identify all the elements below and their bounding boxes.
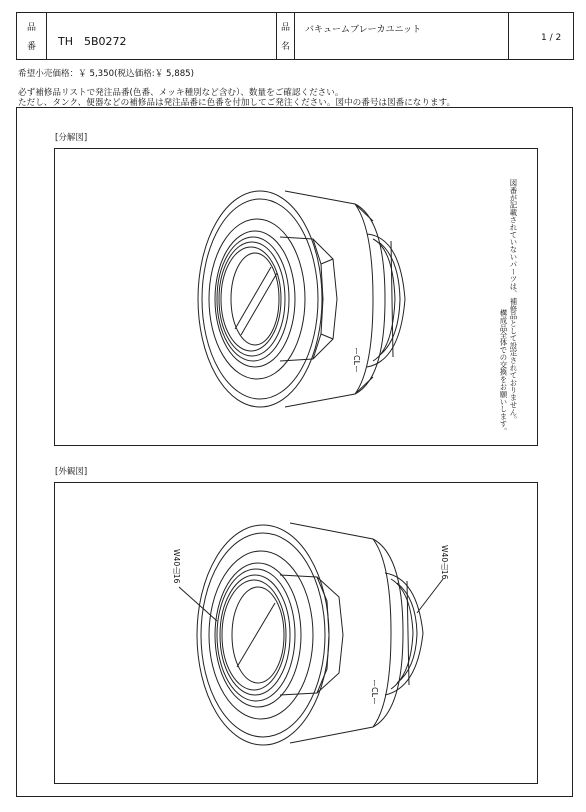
exploded-view-box: [54, 148, 538, 446]
page-number: 1 / 2: [541, 33, 562, 43]
external-view-box: [54, 482, 538, 784]
price-line: 希望小売価格：￥ 5,350(税込価格:￥ 5,885): [18, 69, 194, 79]
hinmei-label-cell: [277, 13, 295, 59]
external-fitting-drawing: [55, 483, 537, 783]
part-name: バキュームブレーカユニット: [305, 25, 422, 35]
thread-label-right: W40山16: [440, 545, 449, 580]
hinban-label-cell: [17, 13, 47, 59]
hinban-label-2: 番: [26, 42, 36, 52]
hinmei-label-2: 名: [280, 42, 290, 52]
part-name-cell: [295, 13, 509, 59]
exploded-part-mark: ーCLー: [352, 347, 361, 374]
exploded-caption: [分解図]: [55, 133, 88, 143]
hinmei-label-1: 品: [280, 23, 290, 33]
exploded-fitting-drawing: [55, 149, 537, 445]
external-part-mark: ーCLー: [370, 679, 379, 706]
hinban-label-1: 品: [26, 23, 36, 33]
instruction-line-2: ただし、タンク、便器などの補修品は発注品番に色番を付加してご発注ください。図中の番号は図番になります。: [18, 98, 456, 108]
external-caption: [外観図]: [55, 467, 88, 477]
part-number: TH 5B0272: [58, 35, 127, 48]
exploded-note-2: 構成品全体での交換をお願いします。: [499, 309, 508, 435]
exploded-note-1: 図番が記載されていないパーツは、補修品として設定されておりません。: [509, 179, 518, 424]
instruction-line-1: 必ず補修品リストで発注品番(色番、メッキ種別など含む）、数量をご確認ください。: [18, 88, 344, 98]
thread-label-left: W40山16: [172, 549, 181, 584]
title-block: [16, 12, 574, 60]
drawing-frame: [16, 107, 573, 797]
